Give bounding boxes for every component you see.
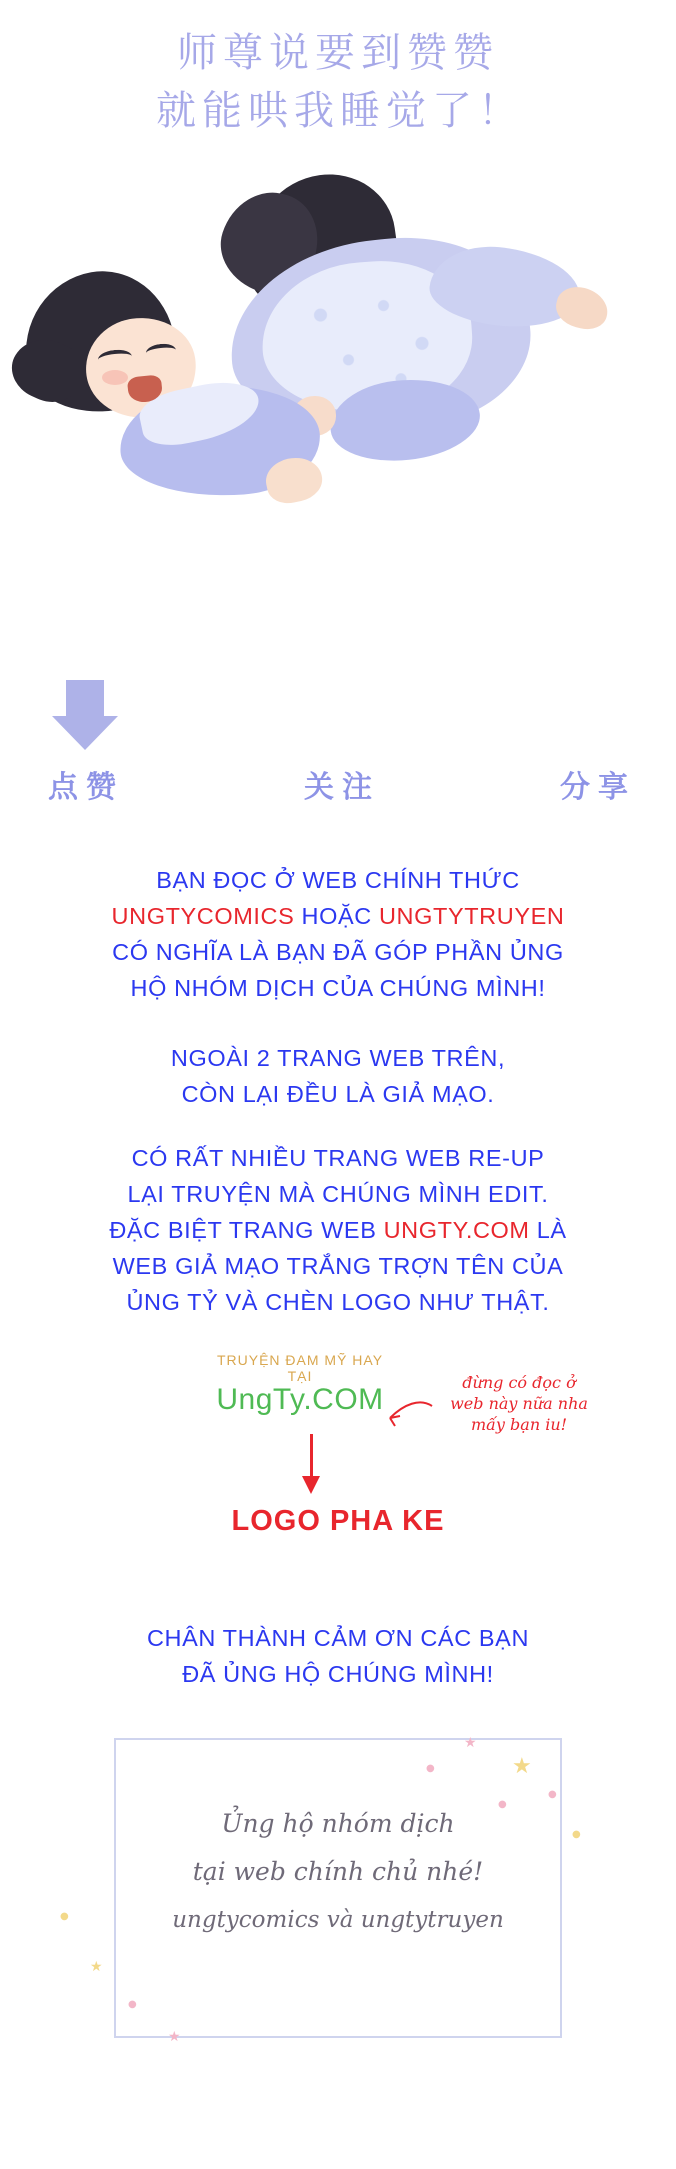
front-boy-cheek bbox=[102, 370, 128, 385]
chinese-headline-line1: 师尊说要到赞赞 bbox=[177, 30, 499, 76]
star-sparkle-icon: ★ bbox=[464, 1735, 477, 1751]
chinese-headline-line2: 就能哄我睡觉了！ bbox=[156, 88, 524, 134]
dot-sparkle-icon: ● bbox=[572, 1829, 581, 1840]
card-line-2: tại web chính chủ nhé! bbox=[192, 1857, 484, 1886]
thanks-line-1: CHÂN THÀNH CẢM ƠN CÁC BẠN bbox=[146, 1625, 530, 1651]
fake-site-name: UNGTY.COM bbox=[383, 1217, 530, 1243]
notice2-line-2: CÒN LẠI ĐỀU LÀ GIẢ MẠO. bbox=[181, 1081, 495, 1107]
thanks-line-2: ĐÃ ỦNG HỘ CHÚNG MÌNH! bbox=[182, 1661, 494, 1687]
notice-block-reup-warning bbox=[0, 1140, 676, 1320]
notice3-line-2: LẠI TRUYỆN MÀ CHÚNG MÌNH EDIT. bbox=[127, 1181, 549, 1207]
handnote-line-3: mấy bạn iu! bbox=[470, 1415, 568, 1434]
thanks-block bbox=[0, 1620, 676, 1692]
notice3-line-4: WEB GIẢ MẠO TRẮNG TRỢN TÊN CỦA bbox=[112, 1253, 564, 1279]
card-line-3: ungtycomics và ungtytruyen bbox=[172, 1907, 504, 1933]
site-name-ungtycomics: UNGTYCOMICS bbox=[111, 903, 295, 929]
cta-row bbox=[0, 762, 676, 806]
notice3-line-3-pre: ĐẶC BIỆT TRANG WEB bbox=[109, 1217, 384, 1243]
fake-logo-label: LOGO PHA KE bbox=[231, 1505, 445, 1537]
red-down-arrow-icon bbox=[300, 1434, 324, 1494]
handnote-line-1: đừng có đọc ở bbox=[462, 1373, 576, 1392]
illustration-two-boys bbox=[0, 210, 676, 510]
site-name-ungtytruyen: UNGTYTRUYEN bbox=[378, 903, 565, 929]
card-line-1: Ủng hộ nhóm dịch bbox=[221, 1809, 455, 1838]
fake-logo-sample bbox=[205, 1352, 395, 1416]
support-card-text bbox=[114, 1800, 562, 1944]
red-arrow-head bbox=[302, 1476, 320, 1494]
notice2-line-1: NGOÀI 2 TRANG WEB TRÊN, bbox=[170, 1045, 506, 1071]
notice-line-2 bbox=[0, 898, 676, 934]
star-sparkle-icon: ★ bbox=[512, 1754, 532, 1779]
down-arrow-icon bbox=[52, 680, 118, 750]
notice-block-official-sites bbox=[0, 862, 676, 1006]
dot-sparkle-icon: ● bbox=[128, 1999, 137, 2010]
notice-line-3: CÓ NGHĨA LÀ BẠN ĐÃ GÓP PHẦN ỦNG bbox=[112, 939, 564, 965]
handwritten-warning-note bbox=[424, 1372, 614, 1435]
red-arrow-shaft bbox=[310, 1434, 313, 1480]
dot-sparkle-icon: ● bbox=[426, 1763, 435, 1774]
fake-logo-tagline: TRUYỆN ĐAM MỸ HAY TẠI bbox=[216, 1352, 384, 1384]
star-sparkle-icon: ★ bbox=[168, 2029, 181, 2045]
notice-line-2-mid: HOẶC bbox=[294, 903, 379, 929]
notice3-line-3 bbox=[0, 1212, 676, 1248]
dot-sparkle-icon: ● bbox=[60, 1911, 69, 1922]
notice-block-fake-warning bbox=[0, 1040, 676, 1112]
notice3-line-5: ỦNG TỶ VÀ CHÈN LOGO NHƯ THẬT. bbox=[126, 1289, 550, 1315]
star-sparkle-icon: ★ bbox=[90, 1959, 103, 1975]
dot-sparkle-icon: ● bbox=[498, 1799, 507, 1810]
dot-sparkle-icon: ● bbox=[548, 1789, 557, 1800]
notice-line-4: HỘ NHÓM DỊCH CỦA CHÚNG MÌNH! bbox=[130, 975, 546, 1001]
chinese-headline bbox=[0, 24, 676, 140]
notice3-line-1: CÓ RẤT NHIỀU TRANG WEB RE-UP bbox=[131, 1145, 545, 1171]
handnote-line-2: web này nữa nha bbox=[450, 1394, 588, 1413]
notice-line-1: BẠN ĐỌC Ở WEB CHÍNH THỨC bbox=[156, 867, 520, 893]
cta-like[interactable]: 点赞 bbox=[48, 770, 124, 805]
down-arrow-shaft bbox=[66, 680, 104, 718]
fake-logo-name: UngTy.COM bbox=[216, 1383, 384, 1416]
notice3-line-3-post: LÀ bbox=[529, 1217, 567, 1243]
cta-share[interactable]: 分享 bbox=[560, 770, 636, 805]
cta-follow[interactable]: 关注 bbox=[304, 770, 380, 805]
down-arrow-head bbox=[52, 716, 118, 750]
